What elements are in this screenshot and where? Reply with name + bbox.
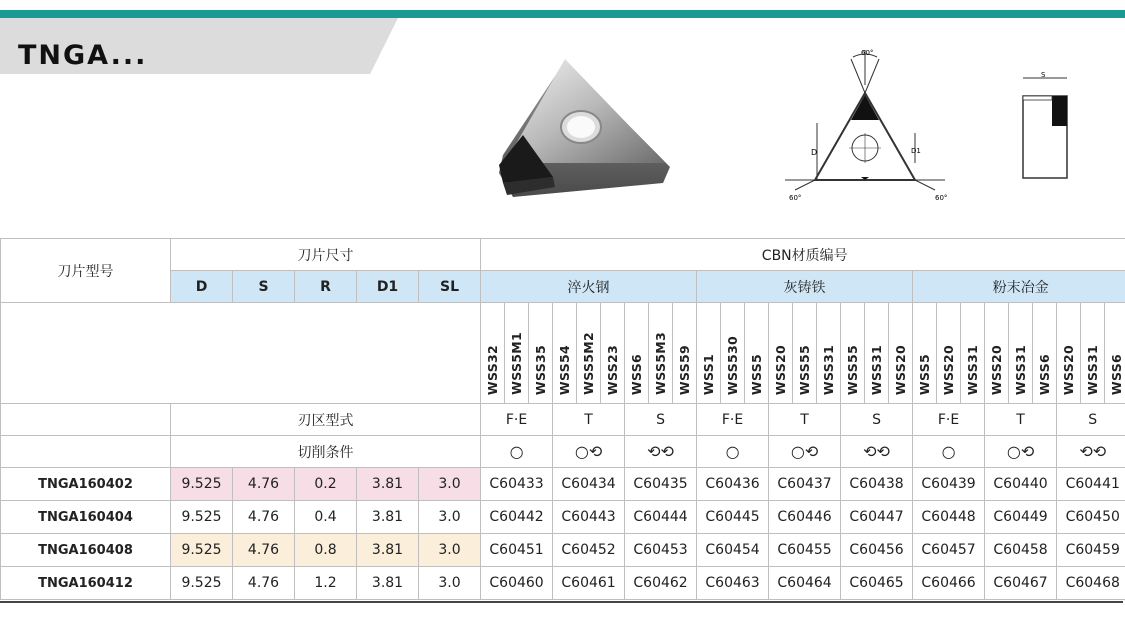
- grade-cell: [553, 303, 577, 404]
- cond-icon: ○⟲: [790, 442, 819, 461]
- grade-cell: [601, 303, 625, 404]
- table-row: [1, 468, 1125, 501]
- grade-code: WSS20: [893, 344, 909, 395]
- grade-cell: [985, 303, 1009, 404]
- grade-cell: [697, 303, 721, 404]
- grade-code: WSS5M2: [581, 332, 597, 395]
- edge-type: T: [769, 404, 841, 436]
- group-powder-metal: 粉末冶金: [913, 271, 1125, 303]
- grade-code: WSS530: [725, 335, 741, 395]
- model-code: TNGA160402: [1, 468, 171, 501]
- grade-code: WSS35: [533, 344, 549, 395]
- grade-code: WSS6: [629, 353, 645, 395]
- dim-value: 3.0: [419, 567, 481, 600]
- grade-code: WSS1: [701, 353, 717, 395]
- dim-value: 3.81: [357, 534, 419, 567]
- dims-header: 刀片尺寸: [171, 239, 481, 271]
- product-code: C60463: [697, 567, 769, 600]
- grade-code: WSS55: [797, 344, 813, 395]
- dim-s-label: S: [1041, 71, 1046, 79]
- grade-code: WSS20: [1061, 344, 1077, 395]
- cond-icon: ○⟲: [574, 442, 603, 461]
- product-code: C60441: [1057, 468, 1125, 501]
- product-code: C60446: [769, 501, 841, 534]
- grade-code: WSS23: [605, 344, 621, 395]
- dim-value: 3.0: [419, 468, 481, 501]
- product-code: C60442: [481, 501, 553, 534]
- grade-code: WSS55: [845, 344, 861, 395]
- product-code: C60468: [1057, 567, 1125, 600]
- grade-cell: [721, 303, 745, 404]
- dim-value: 9.525: [171, 534, 233, 567]
- dim-d1-label: D1: [911, 147, 921, 155]
- spec-table: [0, 238, 1125, 600]
- cbn-header: CBN材质编号: [481, 239, 1125, 271]
- grade-cell: [817, 303, 841, 404]
- grade-cell: [865, 303, 889, 404]
- grade-code: WSS31: [869, 344, 885, 395]
- grade-cell: [961, 303, 985, 404]
- grade-code: WSS32: [485, 344, 501, 395]
- insert-drawing: [775, 45, 955, 215]
- grade-code: WSS31: [965, 344, 981, 395]
- product-code: C60448: [913, 501, 985, 534]
- dim-value: 1.2: [295, 567, 357, 600]
- grade-code: WSS5M1: [509, 332, 525, 395]
- product-code: C60443: [553, 501, 625, 534]
- product-code: C60458: [985, 534, 1057, 567]
- page-title: TNGA...: [18, 40, 148, 71]
- product-code: C60439: [913, 468, 985, 501]
- dim-value: 4.76: [233, 534, 295, 567]
- edge-type: F·E: [913, 404, 985, 436]
- grade-code: WSS6: [1109, 353, 1125, 395]
- grade-cell: [529, 303, 553, 404]
- col-sl: SL: [419, 271, 481, 303]
- product-code: C60465: [841, 567, 913, 600]
- product-code: C60435: [625, 468, 697, 501]
- grade-cell: [625, 303, 649, 404]
- grade-code: WSS31: [1085, 344, 1101, 395]
- grade-cell: [577, 303, 601, 404]
- product-code: C60452: [553, 534, 625, 567]
- dim-value: 3.81: [357, 567, 419, 600]
- dim-value: 9.525: [171, 501, 233, 534]
- cond-icon: ⟲⟲: [863, 442, 890, 461]
- grade-cell: [505, 303, 529, 404]
- edge-type: F·E: [697, 404, 769, 436]
- edge-type: S: [625, 404, 697, 436]
- product-code: C60467: [985, 567, 1057, 600]
- cond-icon: ○: [725, 442, 740, 461]
- dim-value: 9.525: [171, 567, 233, 600]
- grade-cell: [1009, 303, 1033, 404]
- cond-icon: ⟲⟲: [1079, 442, 1107, 461]
- product-code: C60453: [625, 534, 697, 567]
- group-gray-iron: 灰铸铁: [697, 271, 913, 303]
- dim-value: 9.525: [171, 468, 233, 501]
- product-code: C60449: [985, 501, 1057, 534]
- edge-type: T: [985, 404, 1057, 436]
- grade-cell: [793, 303, 817, 404]
- grade-cell: [769, 303, 793, 404]
- col-r: R: [295, 271, 357, 303]
- product-code: C60462: [625, 567, 697, 600]
- grade-spacer: [1, 303, 481, 404]
- edge-type: S: [1057, 404, 1125, 436]
- edge-spacer: [1, 404, 171, 436]
- grade-code: WSS31: [1013, 344, 1029, 395]
- grade-code: WSS5: [917, 353, 933, 395]
- product-code: C60444: [625, 501, 697, 534]
- grade-code: WSS20: [989, 344, 1005, 395]
- grade-code: WSS59: [677, 344, 693, 395]
- edge-type: S: [841, 404, 913, 436]
- product-code: C60451: [481, 534, 553, 567]
- dim-d-label: D: [811, 148, 818, 157]
- product-code: C60434: [553, 468, 625, 501]
- grade-cell: [1057, 303, 1081, 404]
- angle-left-label: 60°: [789, 194, 802, 202]
- product-code: C60454: [697, 534, 769, 567]
- dim-value: 4.76: [233, 501, 295, 534]
- grade-code: WSS54: [557, 344, 573, 395]
- group-hardened-steel: 淬火钢: [481, 271, 697, 303]
- product-code: C60457: [913, 534, 985, 567]
- grade-cell: [889, 303, 913, 404]
- model-code: TNGA160404: [1, 501, 171, 534]
- dim-value: 4.76: [233, 468, 295, 501]
- dim-value: 3.0: [419, 534, 481, 567]
- angle-top-label: 60°: [861, 49, 874, 57]
- product-code: C60447: [841, 501, 913, 534]
- dim-value: 0.2: [295, 468, 357, 501]
- insert-photo: [495, 55, 680, 205]
- product-code: C60437: [769, 468, 841, 501]
- dim-value: 0.8: [295, 534, 357, 567]
- edge-type: F·E: [481, 404, 553, 436]
- col-d1: D1: [357, 271, 419, 303]
- grade-cell: [1081, 303, 1105, 404]
- grade-cell: [745, 303, 769, 404]
- top-accent-bar: [0, 10, 1125, 18]
- grade-code: WSS5: [749, 353, 765, 395]
- product-code: C60438: [841, 468, 913, 501]
- product-code: C60456: [841, 534, 913, 567]
- grade-code: WSS20: [941, 344, 957, 395]
- dim-value: 0.4: [295, 501, 357, 534]
- grade-code: WSS5M3: [653, 332, 669, 395]
- product-code: C60433: [481, 468, 553, 501]
- product-code: C60440: [985, 468, 1057, 501]
- grade-cell: [481, 303, 505, 404]
- grade-cell: [1033, 303, 1057, 404]
- table-row: [1, 534, 1125, 567]
- model-code: TNGA160412: [1, 567, 171, 600]
- product-code: C60455: [769, 534, 841, 567]
- edge-type-label: 刃区型式: [171, 404, 481, 436]
- model-code: TNGA160408: [1, 534, 171, 567]
- grade-code: WSS31: [821, 344, 837, 395]
- cond-icon: ○⟲: [1006, 442, 1035, 461]
- model-header: 刀片型号: [1, 239, 171, 303]
- table-bottom-rule: [0, 601, 1123, 603]
- product-code: C60466: [913, 567, 985, 600]
- cond-icon: ○: [509, 442, 524, 461]
- cond-icon: ⟲⟲: [647, 442, 674, 461]
- grade-code: WSS20: [773, 344, 789, 395]
- col-d: D: [171, 271, 233, 303]
- dim-value: 3.0: [419, 501, 481, 534]
- product-code: C60450: [1057, 501, 1125, 534]
- grade-cell: [937, 303, 961, 404]
- dim-value: 3.81: [357, 468, 419, 501]
- grade-cell: [649, 303, 673, 404]
- product-code: C60436: [697, 468, 769, 501]
- grade-cell: [1105, 303, 1125, 404]
- edge-type: T: [553, 404, 625, 436]
- angle-right-label: 60°: [935, 194, 948, 202]
- table-row: [1, 567, 1125, 600]
- grade-code: WSS6: [1037, 353, 1053, 395]
- table-row: [1, 501, 1125, 534]
- dim-value: 3.81: [357, 501, 419, 534]
- cutting-condition-label: 切削条件: [171, 436, 481, 468]
- insert-side-view: [1015, 70, 1075, 185]
- product-code: C60461: [553, 567, 625, 600]
- col-s: S: [233, 271, 295, 303]
- grade-cell: [841, 303, 865, 404]
- product-code: C60460: [481, 567, 553, 600]
- cond-icon: ○: [941, 442, 956, 461]
- product-code: C60445: [697, 501, 769, 534]
- grade-cell: [673, 303, 697, 404]
- product-code: C60464: [769, 567, 841, 600]
- dim-value: 4.76: [233, 567, 295, 600]
- cond-spacer: [1, 436, 171, 468]
- grade-cell: [913, 303, 937, 404]
- product-code: C60459: [1057, 534, 1125, 567]
